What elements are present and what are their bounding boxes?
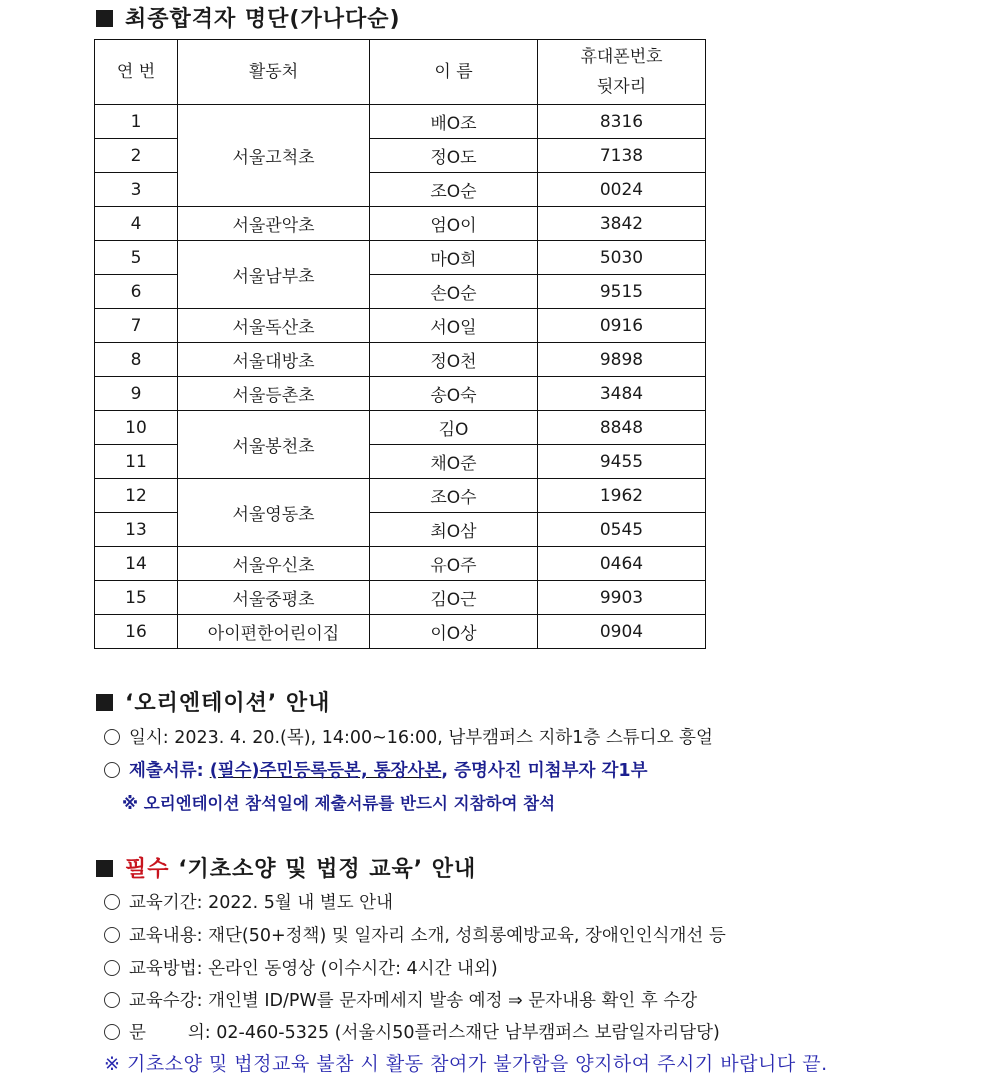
cell-phone: 9455 xyxy=(538,445,706,479)
header-name: 이 름 xyxy=(370,40,538,105)
cell-workplace: 서울관악초 xyxy=(178,207,370,241)
training-final-note: ※ 기초소양 및 법정교육 불참 시 활동 참여가 불가함을 양지하여 주시기 바랍니다 끝. xyxy=(104,1053,828,1075)
training-item: 교육방법: 온라인 동영상 (이수시간: 4시간 내외) xyxy=(104,955,498,980)
cell-workplace: 서울우신초 xyxy=(178,547,370,581)
cell-no: 1 xyxy=(95,105,178,139)
section-roster-heading xyxy=(96,2,401,33)
cell-phone: 8316 xyxy=(538,105,706,139)
cell-workplace: 서울독산초 xyxy=(178,309,370,343)
cell-workplace: 서울봉천초 xyxy=(178,411,370,479)
header-phone: 휴대폰번호 뒷자리 xyxy=(538,40,706,105)
orientation-docs-line: 제출서류: (필수)주민등록등본, 통장사본, 증명사진 미첨부자 각1부 xyxy=(104,757,647,782)
cell-name: 유O주 xyxy=(370,547,538,581)
square-bullet-icon xyxy=(96,10,113,27)
cell-name: 손O순 xyxy=(370,275,538,309)
cell-phone: 5030 xyxy=(538,241,706,275)
header-workplace: 활동처 xyxy=(178,40,370,105)
orientation-date-line: 일시: 2023. 4. 20.(목), 14:00~16:00, 남부캠퍼스 지하1층 스튜디오 흥얼 xyxy=(104,724,713,749)
cell-no: 11 xyxy=(95,445,178,479)
training-item: 교육기간: 2022. 5월 내 별도 안내 xyxy=(104,889,393,914)
cell-phone: 0024 xyxy=(538,173,706,207)
cell-phone: 9898 xyxy=(538,343,706,377)
cell-phone: 7138 xyxy=(538,139,706,173)
cell-workplace: 아이편한어린이집 xyxy=(178,615,370,649)
table-row xyxy=(95,479,706,513)
required-label: 필수 xyxy=(125,857,170,882)
cell-workplace: 서울중평초 xyxy=(178,581,370,615)
cell-name: 서O일 xyxy=(370,309,538,343)
cell-phone: 1962 xyxy=(538,479,706,513)
cell-workplace: 서울남부초 xyxy=(178,241,370,309)
cell-no: 6 xyxy=(95,275,178,309)
cell-no: 4 xyxy=(95,207,178,241)
table-row xyxy=(95,547,706,581)
cell-workplace: 서울영동초 xyxy=(178,479,370,547)
section-training-title: ‘기초소양 및 법정 교육’ 안내 xyxy=(178,857,477,882)
cell-workplace: 서울고척초 xyxy=(178,105,370,207)
circle-bullet-icon xyxy=(104,1024,120,1040)
circle-bullet-icon xyxy=(104,992,120,1008)
table-row xyxy=(95,411,706,445)
cell-name: 송O숙 xyxy=(370,377,538,411)
cell-name: 정O도 xyxy=(370,139,538,173)
table-row xyxy=(95,207,706,241)
circle-bullet-icon xyxy=(104,894,120,910)
table-row xyxy=(95,241,706,275)
circle-bullet-icon xyxy=(104,762,120,778)
cell-no: 12 xyxy=(95,479,178,513)
cell-no: 5 xyxy=(95,241,178,275)
cell-name: 엄O이 xyxy=(370,207,538,241)
header-no: 연 번 xyxy=(95,40,178,105)
circle-bullet-icon xyxy=(104,960,120,976)
cell-phone: 0916 xyxy=(538,309,706,343)
cell-name: 김O xyxy=(370,411,538,445)
cell-no: 13 xyxy=(95,513,178,547)
orientation-note: ※ 오리엔테이션 참석일에 제출서류를 반드시 지참하여 참석 xyxy=(122,794,556,813)
cell-phone: 3842 xyxy=(538,207,706,241)
cell-name: 최O삼 xyxy=(370,513,538,547)
table-row xyxy=(95,105,706,139)
training-item: 교육수강: 개인별 ID/PW를 문자메세지 발송 예정 ⇒ 문자내용 확인 후 수강 xyxy=(104,987,697,1012)
cell-phone: 8848 xyxy=(538,411,706,445)
cell-phone: 9903 xyxy=(538,581,706,615)
table-row xyxy=(95,581,706,615)
cell-phone: 0904 xyxy=(538,615,706,649)
training-contact-line: 문 의: 02-460-5325 (서울시50플러스재단 남부캠퍼스 보람일자리담당) xyxy=(104,1019,720,1044)
table-row xyxy=(95,343,706,377)
table-row xyxy=(95,615,706,649)
cell-no: 3 xyxy=(95,173,178,207)
cell-no: 7 xyxy=(95,309,178,343)
cell-workplace: 서울대방초 xyxy=(178,343,370,377)
training-item: 교육내용: 재단(50+정책) 및 일자리 소개, 성희롱예방교육, 장애인인식개선 등 xyxy=(104,922,726,947)
cell-no: 8 xyxy=(95,343,178,377)
section-roster-title: 최종합격자 명단(가나다순) xyxy=(125,7,401,32)
cell-no: 14 xyxy=(95,547,178,581)
cell-name: 김O근 xyxy=(370,581,538,615)
circle-bullet-icon xyxy=(104,927,120,943)
cell-name: 배O조 xyxy=(370,105,538,139)
cell-phone: 3484 xyxy=(538,377,706,411)
square-bullet-icon xyxy=(96,694,113,711)
cell-name: 조O순 xyxy=(370,173,538,207)
cell-no: 15 xyxy=(95,581,178,615)
required-docs-underlined: (필수)주민등록등본, 통장사본 xyxy=(209,761,442,781)
roster-table xyxy=(94,39,706,649)
cell-no: 9 xyxy=(95,377,178,411)
cell-phone: 9515 xyxy=(538,275,706,309)
cell-name: 이O상 xyxy=(370,615,538,649)
circle-bullet-icon xyxy=(104,729,120,745)
cell-phone: 0464 xyxy=(538,547,706,581)
cell-name: 정O천 xyxy=(370,343,538,377)
cell-workplace: 서울등촌초 xyxy=(178,377,370,411)
cell-no: 10 xyxy=(95,411,178,445)
section-orientation-heading xyxy=(96,686,330,717)
section-orientation-title: ‘오리엔테이션’ 안내 xyxy=(125,691,331,716)
section-training-heading xyxy=(96,852,476,883)
cell-phone: 0545 xyxy=(538,513,706,547)
cell-no: 2 xyxy=(95,139,178,173)
table-row xyxy=(95,309,706,343)
square-bullet-icon xyxy=(96,860,113,877)
table-row xyxy=(95,377,706,411)
cell-name: 채O준 xyxy=(370,445,538,479)
cell-name: 조O수 xyxy=(370,479,538,513)
cell-no: 16 xyxy=(95,615,178,649)
table-header-row xyxy=(95,40,706,105)
cell-name: 마O희 xyxy=(370,241,538,275)
